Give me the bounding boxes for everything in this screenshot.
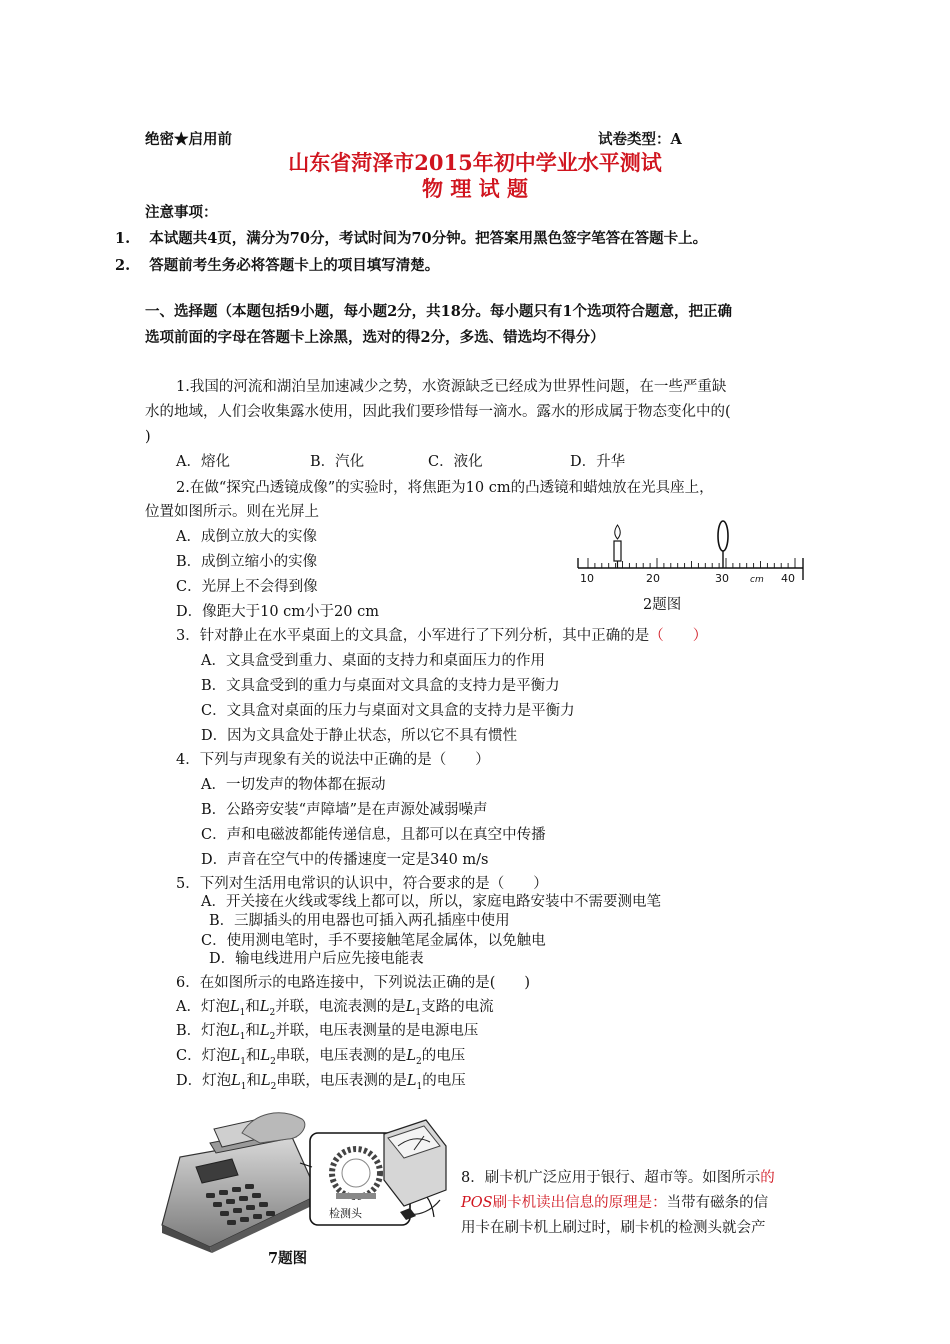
l2-symbol: L: [259, 999, 270, 1015]
q6-stem: 6．在如图所示的电路连接中，下列说法正确的是( ): [176, 975, 531, 991]
q4-stem: 4．下列与声现象有关的说法中正确的是（ ）: [176, 752, 490, 768]
q1-line-2: 水的地域，人们会收集露水使用，因此我们要珍惜每一滴水。露水的形成属于物态变化中的(: [145, 404, 731, 420]
keypad-key: [227, 1220, 236, 1225]
l2-symbol: L: [260, 1048, 271, 1064]
q8-pos-term: POS: [461, 1195, 493, 1211]
subscript: 2: [269, 1007, 276, 1018]
q6-option-text: 和: [245, 1023, 261, 1039]
subscript: 1: [240, 1056, 246, 1067]
subscript: 2: [270, 1081, 277, 1092]
subscript: 2: [270, 1056, 276, 1067]
q8-line-1: [461, 1169, 775, 1187]
q6-option-b: [176, 1022, 478, 1046]
tick-label-30: 30: [715, 572, 729, 585]
q7-figure-caption: 7题图: [268, 1250, 308, 1267]
q2-option-d: D．像距大于10 cm小于20 cm: [176, 604, 379, 620]
tick-label-10: 10: [580, 572, 594, 585]
q6-option-text: 串联，电压表测的是: [276, 1073, 407, 1089]
keypad-key: [233, 1208, 242, 1213]
q3-answer-paren: （ ）: [649, 628, 708, 644]
l-symbol: L: [406, 1073, 417, 1089]
l2-symbol: L: [261, 1073, 271, 1089]
notice-text: 答题前考生务必将答题卡上的项目填写清楚。: [149, 257, 440, 274]
section-heading-line-2: 选项前面的字母在答题卡上涂黑，选对的得2分，多选、错选均不得分）: [145, 329, 605, 346]
q6-option-a: [176, 998, 494, 1022]
page-title: 山东省菏泽市2015年初中学业水平测试: [288, 150, 662, 175]
q6-option-text: A．灯泡: [176, 999, 230, 1015]
subscript: 1: [239, 1031, 246, 1042]
l1-symbol: L: [229, 999, 240, 1015]
q3-option-b: B．文具盒受到的重力与桌面对文具盒的支持力是平衡力: [201, 678, 560, 694]
keypad-key: [213, 1202, 222, 1207]
notice-item-1: [115, 230, 707, 248]
l1-symbol: L: [230, 1023, 240, 1039]
paper-type: 试卷类型：A: [598, 131, 682, 148]
q1-option-c: C．液化: [428, 454, 483, 470]
q4-option-d: D．声音在空气中的传播速度一定是340 m/s: [201, 852, 489, 868]
subscript: 2: [269, 1031, 276, 1042]
subscript: 1: [415, 1007, 422, 1018]
q8-line-3: 用卡在刷卡机上刷过时，刷卡机的检测头就会产: [461, 1220, 766, 1236]
q6-option-text: 的电压: [422, 1073, 466, 1089]
q6-option-c: [176, 1047, 465, 1071]
keypad-key: [232, 1187, 241, 1192]
q8-line-2: [461, 1194, 768, 1212]
q4-option-b: B．公路旁安装“声障墙”是在声源处减弱噪声: [201, 802, 488, 818]
l2-symbol: L: [260, 1023, 270, 1039]
section-heading-line-1: 一、选择题（本题包括9小题，每小题2分，共18分。每小题只有1个选项符合题意，把正确: [145, 303, 732, 320]
q3-option-a: A．文具盒受到重力、桌面的支持力和桌面压力的作用: [201, 653, 545, 669]
q8-line-1-text: 8．刷卡机广泛应用于银行、超市等。如图所示: [461, 1170, 761, 1186]
notice-text: 本试题共4页，满分为70分，考试时间为70分钟。把答案用黑色签字笔答在答题卡上。: [149, 230, 708, 247]
page-subtitle: 物 理 试 题: [422, 176, 528, 201]
keypad-key: [245, 1184, 254, 1189]
q5-option-a: A．开关接在火线或零线上都可以，所以，家庭电路安装中不需要测电笔: [201, 894, 661, 910]
pos-terminal: [162, 1113, 318, 1253]
q5-option-b: B．三脚插头的用电器也可插入两孔插座中使用: [209, 913, 510, 929]
q1-line-1: 1.我国的河流和湖泊呈加速减少之势，水资源缺乏已经成为世界性问题，在一些严重缺: [176, 379, 727, 395]
q5-option-d: D．输电线进用户后应先接电能表: [209, 951, 424, 967]
q6-option-text: 和: [245, 1048, 261, 1064]
bench-ruler: [578, 558, 803, 580]
keypad-key: [246, 1205, 255, 1210]
subscript: 1: [240, 1081, 247, 1092]
keypad-key: [220, 1211, 229, 1216]
q6-option-d: [176, 1072, 466, 1096]
detector-head-label: 检测头: [329, 1207, 362, 1220]
q6-option-text: 支路的电流: [421, 999, 494, 1015]
l-symbol: L: [406, 1048, 416, 1064]
ammeter-figure: [380, 1116, 450, 1224]
subscript: 1: [239, 1007, 246, 1018]
keypad-key: [206, 1193, 215, 1198]
tick-label-20: 20: [646, 572, 660, 585]
q5-stem: 5．下列对生活用电常识的认识中，符合要求的是（ ）: [176, 876, 548, 892]
l1-symbol: L: [231, 1073, 241, 1089]
notice-num: 1.: [115, 230, 131, 247]
keypad-key: [240, 1217, 249, 1222]
keypad-key: [239, 1196, 248, 1201]
q8-line-2-text: 当带有磁条的信: [666, 1195, 769, 1211]
q2-option-a: A．成倒立放大的实像: [176, 529, 317, 545]
q2-option-c: C．光屏上不会得到像: [176, 579, 318, 595]
keypad-key: [253, 1214, 262, 1219]
q8-line-2-red: 刷卡机读出信息的原理是：: [492, 1195, 667, 1211]
q8-line-1-red: 的: [760, 1170, 775, 1186]
q6-option-text: B．灯泡: [176, 1023, 231, 1039]
unit-label-cm: cm: [750, 575, 764, 585]
q2-line-1: 2.在做“探究凸透镜成像”的实验时，将焦距为10 cm的凸透镜和蜡烛放在光具座上，: [176, 480, 714, 496]
q3-option-c: C．文具盒对桌面的压力与桌面对文具盒的支持力是平衡力: [201, 703, 575, 719]
keypad-key: [259, 1202, 268, 1207]
l-symbol: L: [405, 999, 416, 1015]
tick-label-40: 40: [781, 572, 795, 585]
convex-lens: [718, 521, 728, 568]
q6-option-text: 的电压: [421, 1048, 466, 1064]
q6-option-text: 并联，电流表测的是: [275, 999, 406, 1015]
q1-line-3: ): [145, 429, 151, 445]
q3-option-d: D．因为文具盒处于静止状态，所以它不具有惯性: [201, 728, 518, 744]
q1-option-a: A．熔化: [176, 454, 230, 470]
q5-option-c: C．使用测电笔时，手不要接触笔尾金属体，以免触电: [201, 933, 546, 949]
q2-option-b: B．成倒立缩小的实像: [176, 554, 318, 570]
keypad-key: [226, 1199, 235, 1204]
keypad-key: [266, 1211, 275, 1216]
optical-bench-figure: [575, 518, 807, 592]
notice-heading: 注意事项：: [145, 204, 218, 221]
l1-symbol: L: [230, 1048, 241, 1064]
notice-item-2: [115, 257, 439, 275]
q6-option-text: 串联，电压表测的是: [275, 1048, 407, 1064]
q4-option-a: A．一切发声的物体都在振动: [201, 777, 386, 793]
q4-option-c: C．声和电磁波都能传递信息，且都可以在真空中传播: [201, 827, 546, 843]
subscript: 1: [416, 1081, 423, 1092]
q2-figure-caption: 2题图: [643, 597, 682, 613]
candle: [614, 525, 621, 568]
q6-option-text: D．灯泡: [176, 1073, 232, 1089]
q1-option-b: B．汽化: [310, 454, 365, 470]
q6-option-text: C．灯泡: [176, 1048, 231, 1064]
notice-num: 2.: [115, 257, 131, 274]
q2-line-2: 位置如图所示。则在光屏上: [145, 504, 319, 520]
q6-option-text: 和: [246, 1073, 262, 1089]
q1-option-d: D．升华: [570, 454, 626, 470]
q6-option-text: 并联，电压表测量的是电源电压: [275, 1023, 479, 1039]
q6-option-text: 和: [245, 999, 260, 1015]
keypad-key: [252, 1193, 261, 1198]
subscript: 2: [416, 1056, 422, 1067]
secret-label: 绝密★启用前: [145, 131, 232, 148]
q3-stem: [176, 627, 707, 645]
q3-stem-text: 3．针对静止在水平桌面上的文具盒，小军进行了下列分析，其中正确的是: [176, 628, 650, 644]
keypad-key: [219, 1190, 228, 1195]
